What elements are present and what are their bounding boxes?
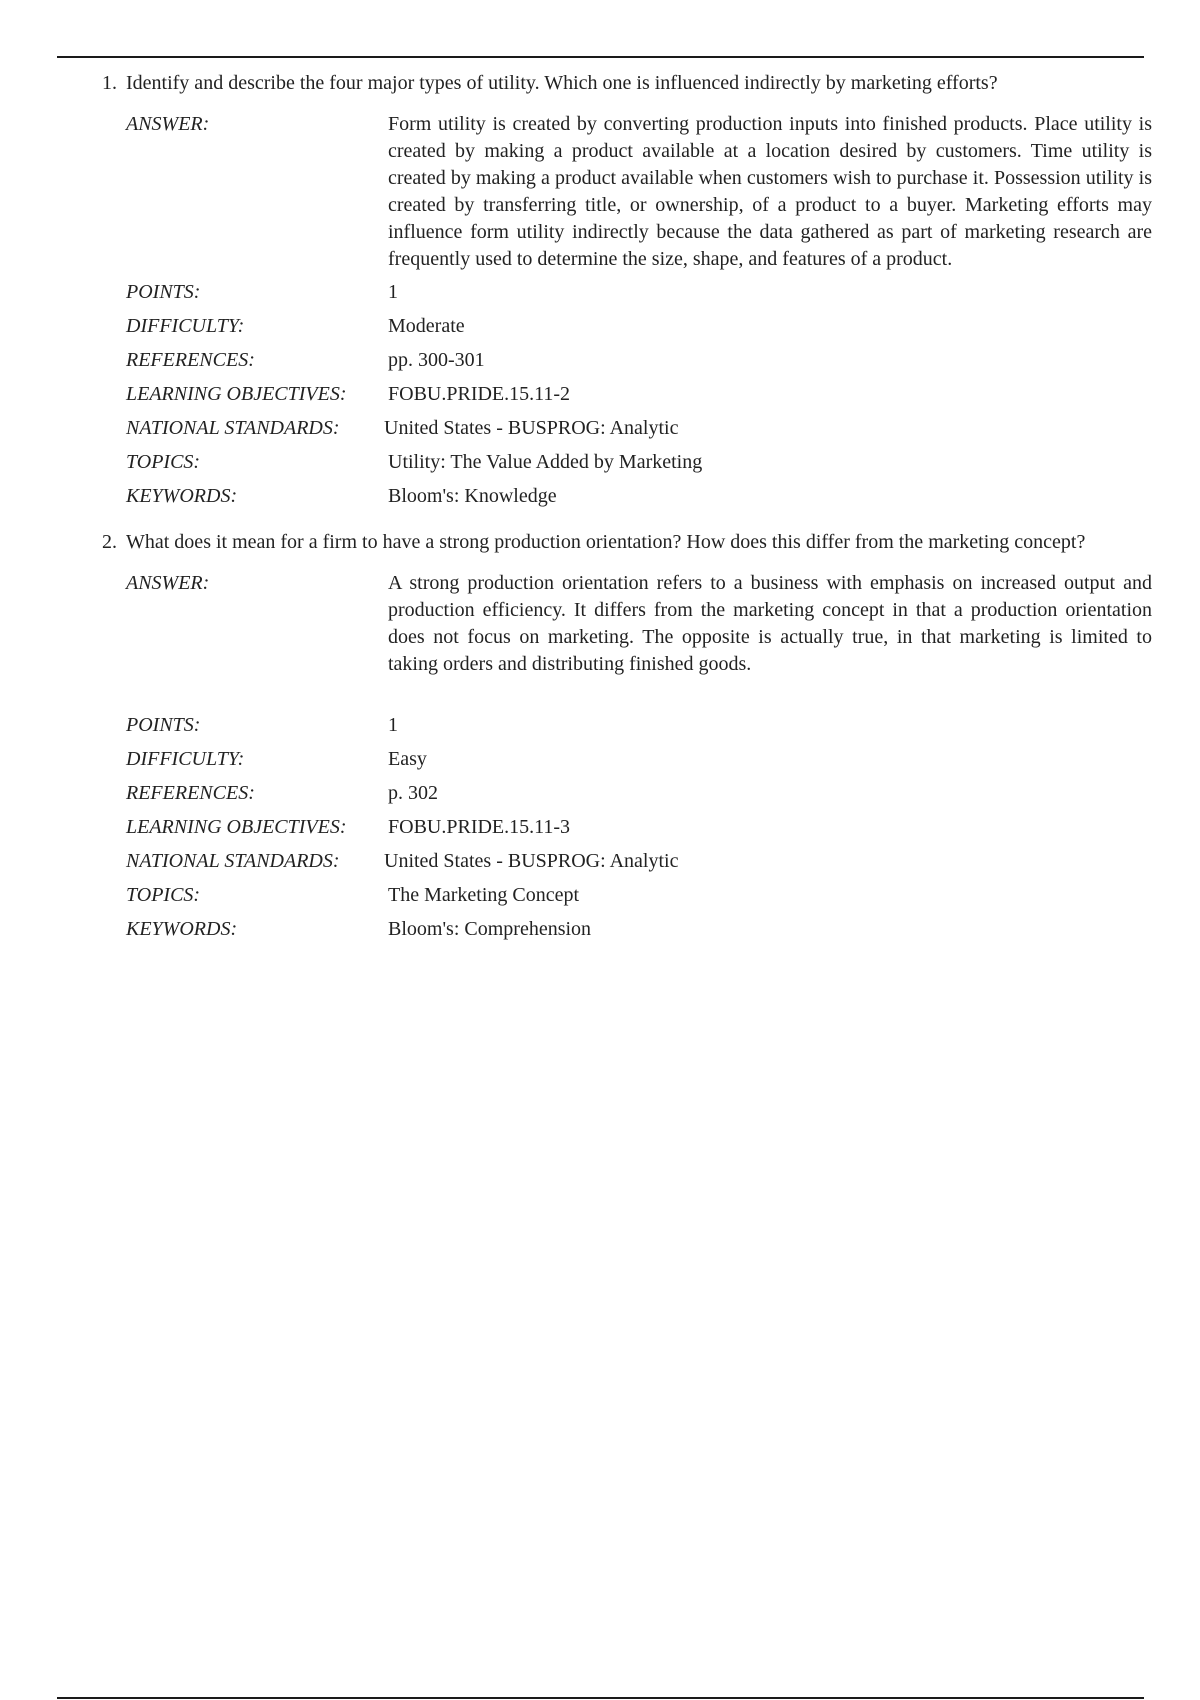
- difficulty-label: DIFFICULTY:: [126, 315, 245, 337]
- points-value: 1: [388, 714, 398, 736]
- bottom-rule: [57, 1697, 1144, 1699]
- learning-objectives-value: FOBU.PRIDE.15.11-2: [388, 383, 571, 405]
- question-number: 2.: [102, 531, 117, 553]
- difficulty-row: [126, 309, 1152, 343]
- answer-row: [126, 570, 1152, 678]
- keywords-row: [126, 912, 1152, 946]
- references-value: pp. 300-301: [388, 349, 485, 371]
- answer-text: A strong production orientation refers to a business with emphasis on increased output and production efficiency. It differs from the marketing concept in that a production orientation does not focus on marketing. The opposite is actually true, in that marketing is limited to taking orders and distributing finished goods.: [388, 572, 1152, 675]
- keywords-label: KEYWORDS:: [126, 485, 238, 507]
- references-row: [126, 343, 1152, 377]
- topics-label: TOPICS:: [126, 884, 201, 906]
- references-row: [126, 776, 1152, 810]
- question-header: [102, 70, 1152, 97]
- topics-row: [126, 445, 1152, 479]
- difficulty-label: DIFFICULTY:: [126, 748, 245, 770]
- topics-label: TOPICS:: [126, 451, 201, 473]
- question-2: [102, 529, 1152, 946]
- question-metadata: [126, 111, 1152, 513]
- learning-objectives-label: LEARNING OBJECTIVES:: [126, 816, 347, 838]
- question-text: Identify and describe the four major types of utility. Which one is influenced indirectly by marketing efforts?: [126, 72, 998, 94]
- question-1: [102, 70, 1152, 513]
- topics-value: The Marketing Concept: [388, 884, 580, 906]
- national-standards-value: United States - BUSPROG: Analytic: [384, 850, 679, 872]
- national-standards-value: United States - BUSPROG: Analytic: [384, 417, 679, 439]
- keywords-label: KEYWORDS:: [126, 918, 238, 940]
- learning-objectives-row: [126, 810, 1152, 844]
- national-standards-label: NATIONAL STANDARDS:: [126, 850, 340, 872]
- learning-objectives-label: LEARNING OBJECTIVES:: [126, 383, 347, 405]
- answer-row: [126, 111, 1152, 273]
- answer-label: ANSWER:: [126, 572, 210, 594]
- points-value: 1: [388, 281, 398, 303]
- question-header: [102, 529, 1152, 556]
- question-metadata: [126, 570, 1152, 946]
- question-number: 1.: [102, 72, 117, 94]
- references-label: REFERENCES:: [126, 782, 255, 804]
- question-text: What does it mean for a firm to have a strong production orientation? How does this differ from the marketing concept?: [126, 531, 1086, 553]
- points-label: POINTS:: [126, 714, 201, 736]
- answer-label: ANSWER:: [126, 113, 210, 135]
- references-value: p. 302: [388, 782, 438, 804]
- keywords-value: Bloom's: Comprehension: [388, 918, 592, 940]
- national-standards-row: [126, 411, 1152, 445]
- learning-objectives-value: FOBU.PRIDE.15.11-3: [388, 816, 571, 838]
- top-rule: [57, 56, 1144, 58]
- difficulty-row: [126, 742, 1152, 776]
- keywords-row: [126, 479, 1152, 513]
- learning-objectives-row: [126, 377, 1152, 411]
- national-standards-row: [126, 844, 1152, 878]
- points-row: [126, 708, 1152, 742]
- answer-text: Form utility is created by converting production inputs into finished products. Place utility is created by making a product available at a location desired by customers. Time utility is created by making a product available when customers wish to purchase it. Possession utility is created by transferring title, or ownership, of a product to a buyer. Marketing efforts may influence form utility indirectly because the data gathered as part of marketing research are frequently used to determine the size, shape, and features of a product.: [388, 113, 1152, 270]
- difficulty-value: Moderate: [388, 315, 465, 337]
- topics-value: Utility: The Value Added by Marketing: [388, 451, 703, 473]
- keywords-value: Bloom's: Knowledge: [388, 485, 557, 507]
- difficulty-value: Easy: [388, 748, 427, 770]
- points-row: [126, 275, 1152, 309]
- question-list: [102, 70, 1152, 962]
- points-label: POINTS:: [126, 281, 201, 303]
- references-label: REFERENCES:: [126, 349, 255, 371]
- topics-row: [126, 878, 1152, 912]
- national-standards-label: NATIONAL STANDARDS:: [126, 417, 340, 439]
